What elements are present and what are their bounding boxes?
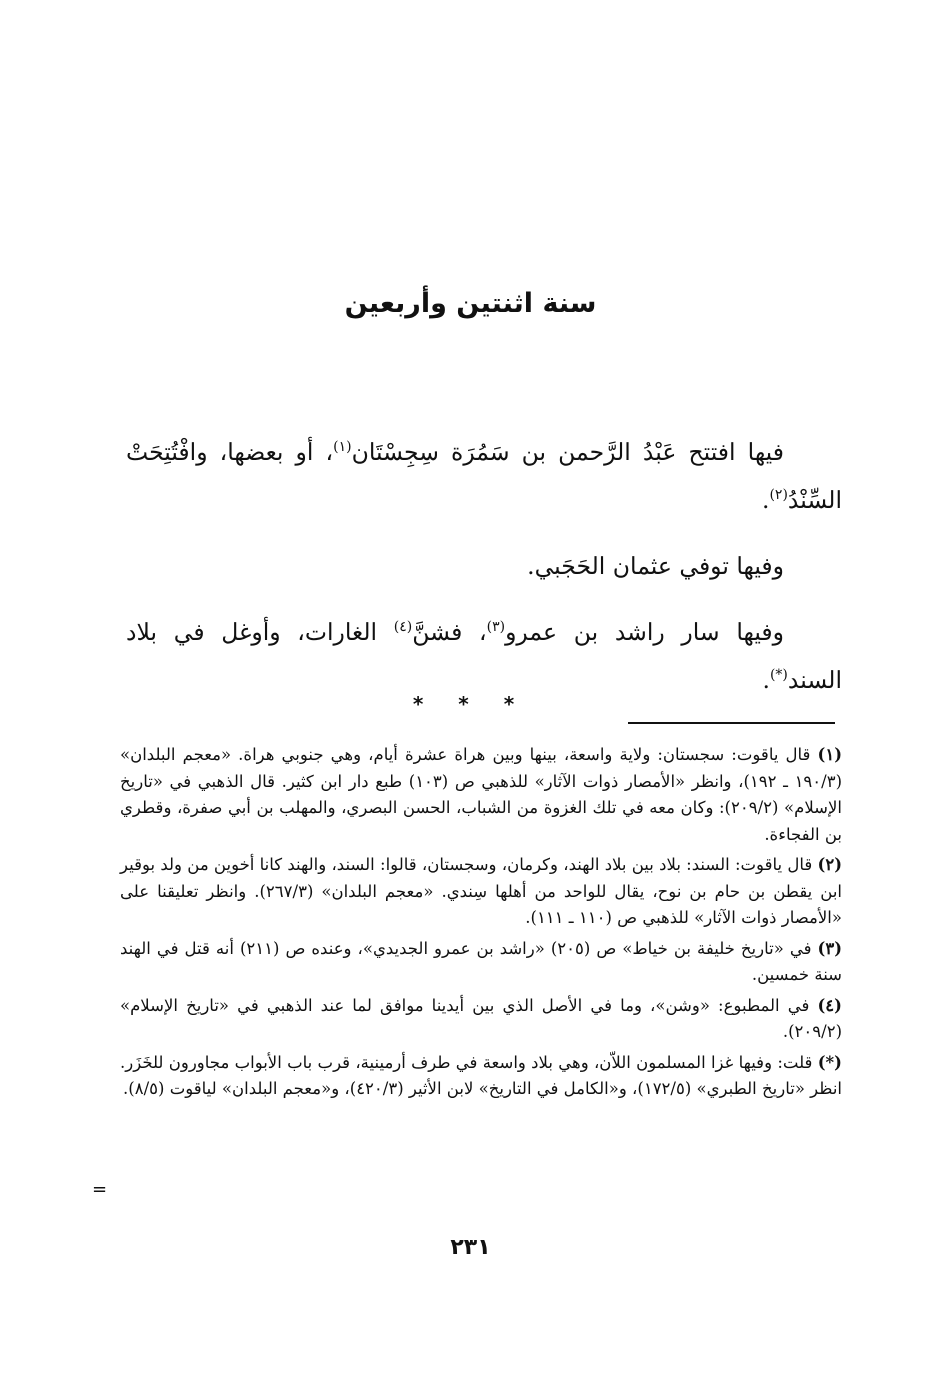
paragraph-3-text-d: . [762, 666, 770, 694]
footnote-text: قلت: وفيها غزا المسلمون اللاّن، وهي بلاد واسعة في طرف أرمينية، قرب باب الأبواب مجاورون للخَزَر. انظر «تاريخ الطبري» (١٧٢/٥)، و«الكامل في التاريخ» لابن الأثير (٤٢٠/٣)، و«معجم البلدان» لياقوت (٨/٥). [120, 1052, 842, 1098]
footnote-ref-3[interactable]: (٣) [486, 619, 506, 635]
footnote-4 [120, 993, 842, 1046]
paragraph-1-text-a: فيها افتتح عَبْدُ الرَّحمن بن سَمُرَة سِجِسْتَان [351, 438, 784, 466]
continuation-mark: = [92, 1179, 108, 1200]
footnote-text: في المطبوع: «وشن»، وما في الأصل الذي بين أيدينا موافق لما عند الذهبي في «تاريخ الإسلام» (٢٠٩/٢). [120, 995, 842, 1041]
footnote-text: في «تاريخ خليفة بن خياط» ص (٢٠٥) «راشد بن عمرو الجديدي»، وعنده ص (٢١١) أنه قتل في الهند سنة خمسين. [120, 938, 842, 984]
footnote-3 [120, 936, 842, 989]
footnote-number: (*) [817, 1052, 842, 1072]
chapter-title: سنة اثنتين وأربعين [344, 288, 597, 319]
footnote-ref-star[interactable]: (*) [769, 667, 788, 683]
section-separator: * * * [412, 692, 529, 716]
paragraph-3-text-b: ، فشنَّ [412, 618, 487, 646]
footnote-ref-4[interactable]: (٤) [393, 619, 413, 635]
footnote-star [120, 1050, 842, 1103]
footnote-ref-2[interactable]: (٢) [769, 487, 788, 503]
footnote-text: قال ياقوت: سجستان: ولاية واسعة، بينها وبين هراة عشرة أيام، وهي جنوبي هراة. «معجم البلدان» (١٩٠/٣ ـ ١٩٢)، وانظر «الأمصار ذوات الآثار» للذهبي ص (١٠٣) طبع دار ابن كثير. قال الذهبي في «تاريخ الإسلام» (٢٠٩/٢): وكان معه في تلك الغزوة من الشباب، الحسن البصري، والمهلب بن أبي صفرة، وقطري بن الفجاءة. [120, 745, 843, 844]
footnote-rule [628, 722, 835, 724]
footnote-1 [120, 742, 842, 848]
main-text [126, 428, 842, 722]
paragraph-1 [126, 428, 842, 524]
paragraph-3-text-a: وفيها سار راشد بن عمرو [505, 618, 784, 646]
footnote-number: (١) [817, 745, 842, 764]
page-number: ٢٣١ [450, 1235, 491, 1260]
footnote-text: قال ياقوت: السند: بلاد بين بلاد الهند، وكرمان، وسجستان، قالوا: السند، والهند كانا أخوين من ولد بوقير ابن يقطن بن حام بن نوح، يقال للواحد من أهلها سِندي. «معجم البلدان» (٢٦٧/٣). وانظر تعليقنا على «الأمصار ذوات الآثار» للذهبي ص (١١٠ ـ ١١١). [120, 855, 843, 927]
footnotes [120, 742, 842, 1107]
paragraph-1-text-c: . [761, 486, 770, 514]
paragraph-3-text-c: الغارات، وأوغل في بلاد السند [126, 618, 842, 694]
footnote-number: (٢) [817, 855, 842, 874]
footnote-number: (٤) [817, 995, 842, 1015]
footnote-2 [120, 852, 842, 932]
paragraph-2: وفيها توفي عثمان الحَجَبي. [527, 552, 784, 580]
footnote-number: (٣) [817, 938, 843, 958]
footnote-ref-1[interactable]: (١) [333, 439, 352, 455]
paragraph-1-text-b: ، أو بعضها، وافْتُتِحَتْ السِّنْدُ [126, 438, 842, 514]
